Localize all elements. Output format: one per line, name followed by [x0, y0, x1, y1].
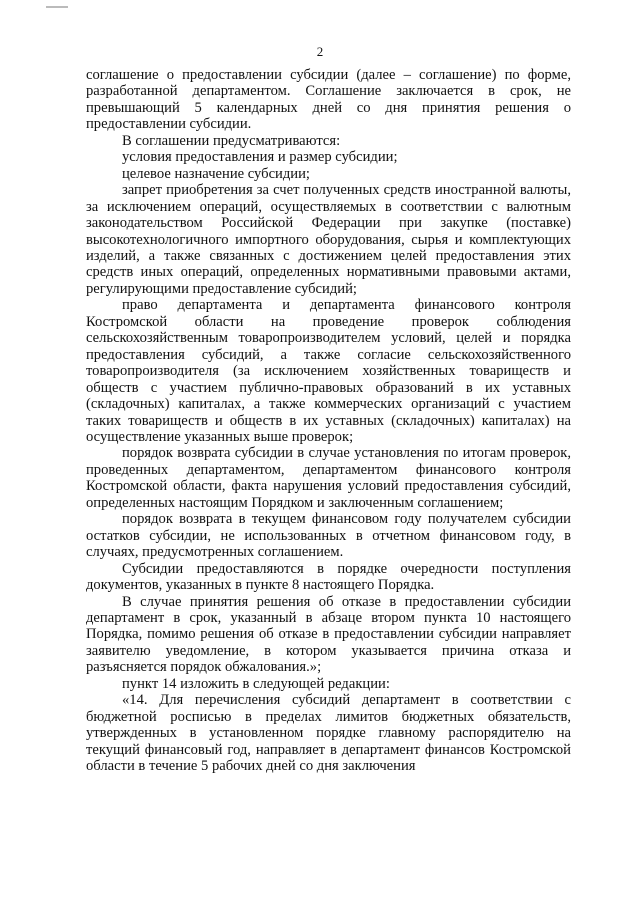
document-body — [86, 67, 571, 774]
scan-mark — [46, 6, 68, 8]
paragraph: порядок возврата в текущем финансовом году получателем субсидии остатков субсидии, не использованных в отчетном финансовом году, в случаях, предусмотренных соглашением. — [86, 511, 571, 561]
paragraph: соглашение о предоставлении субсидии (далее – соглашение) по форме, разработанной департаментом. Соглашение заключается в срок, не превышающий 5 календарных дней со дня принятия решения о предоставлении субсидии. — [86, 67, 571, 133]
paragraph: порядок возврата субсидии в случае установления по итогам проверок, проведенных департаментом, департаментом финансового контроля Костромской области, факта нарушения условий предоставления субсидий, определенных настоящим Порядком и заключенным соглашением; — [86, 445, 571, 511]
paragraph: условия предоставления и размер субсидии; — [122, 149, 398, 166]
paragraph: пункт 14 изложить в следующей редакции: — [122, 675, 390, 692]
paragraph: запрет приобретения за счет полученных средств иностранной валюты, за исключением операций, осуществляемых в соответствии с валютным законодательством Российской Федерации при закупке (поставке) высокотехнологичного импортного оборудования, сырья и комплектующих изделий, а также связанных с достижением целей предоставления этих средств иных операций, определенных нормативными правовыми актами, регулирующими предоставление субсидий; — [86, 182, 571, 297]
paragraph: Субсидии предоставляются в порядке очередности поступления документов, указанных в пункте 8 настоящего Порядка. — [86, 560, 571, 594]
paragraph: В случае принятия решения об отказе в предоставлении субсидии департамент в срок, указанный в абзаце втором пункта 10 настоящего Порядка, помимо решения об отказе в предоставлении субсидии направляет заявителю уведомление, в котором указывается причина отказа и разъясняется порядок обжалования.»; — [86, 593, 571, 676]
paragraph: «14. Для перечисления субсидий департамент в соответствии с бюджетной росписью в пределах лимитов бюджетных обязательств, утвержденных в установленном порядке главному распорядителю на текущий финансовый год, направляет в департамент финансов Костромской области в течение 5 рабочих дней со дня заключения — [86, 692, 571, 775]
paragraph: право департамента и департамента финансового контроля Костромской области на проведение проверок соблюдения сельскохозяйственным товаропроизводителем условий, целей и порядка предоставления субсидий, а также согласие сельскохозяйственного товаропроизводителя (за исключением хозяйственных товариществ и обществ с участием публично-правовых образований в их уставных (складочных) капиталах, а также коммерческих организаций с участием таких товариществ и обществ в их уставных (складочных) капиталах) на осуществление указанных выше проверок; — [86, 297, 571, 445]
paragraph: В соглашении предусматриваются: — [122, 132, 341, 149]
paragraph: целевое назначение субсидии; — [122, 165, 310, 182]
page-number: 2 — [316, 44, 324, 59]
